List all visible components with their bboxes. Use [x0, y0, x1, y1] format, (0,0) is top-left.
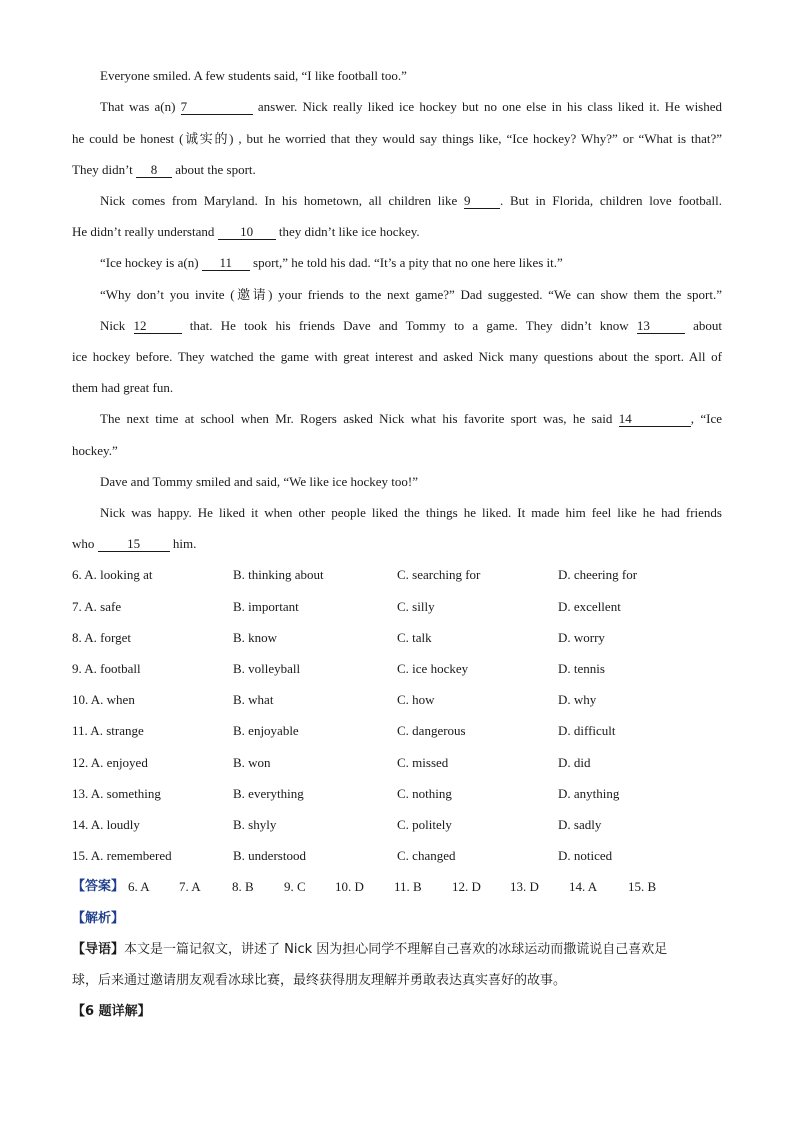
answer-label: 【答案】: [72, 879, 125, 894]
option-a: 8. A. forget: [72, 630, 131, 645]
option-d: D. tennis: [558, 661, 605, 676]
option-row: [72, 784, 732, 804]
blank-11: 11: [202, 255, 250, 271]
blank-10: 10: [218, 224, 276, 240]
answer-item: 15. B: [628, 879, 657, 894]
passage-paragraph: Everyone smiled. A few students said, “I like football too.”: [100, 68, 407, 83]
option-row: [72, 846, 732, 866]
passage-paragraph: Nick comes from Maryland. In his hometown, all children like 9 . But in Florida, children love football.: [100, 193, 722, 208]
intro-paragraph: 【导语】本文是一篇记叙文，讲述了 Nick 因为担心同学不理解自己喜欢的冰球运动而撒谎说自己喜欢足: [72, 942, 668, 957]
option-b: B. thinking about: [233, 567, 324, 582]
option-c: C. dangerous: [397, 723, 466, 738]
passage-line: he could be honest (诚实的) , but he worried that they would say things like, “Ice hockey? Why?” or “What is that?”: [72, 131, 722, 146]
blank-8: 8: [136, 162, 172, 178]
answer-item: 11. B: [394, 879, 422, 894]
answer-item: 9. C: [284, 879, 306, 894]
answer-item: 6. A: [128, 879, 150, 894]
blank-13: 13: [637, 318, 685, 334]
option-c: C. ice hockey: [397, 661, 469, 676]
passage-line: He didn’t really understand 10 they didn’t like ice hockey.: [72, 224, 420, 239]
passage-line: who 15 him.: [72, 536, 197, 551]
passage-paragraph: “Why don’t you invite (邀请) your friends to the next game?” Dad suggested. “We can show them the sport.”: [100, 287, 722, 302]
passage-line: hockey.”: [72, 443, 118, 458]
passage-paragraph: Nick was happy. He liked it when other people liked the things he liked. It made him feel like he had friends: [100, 505, 722, 520]
option-c: C. searching for: [397, 567, 481, 582]
option-a: 15. A. remembered: [72, 848, 172, 863]
option-c: C. changed: [397, 848, 456, 863]
option-row: [72, 628, 732, 648]
option-b: B. what: [233, 692, 274, 707]
answer-row: [72, 877, 732, 897]
option-d: D. excellent: [558, 599, 621, 614]
answer-item: 10. D: [335, 879, 364, 894]
passage-paragraph: That was a(n) 7 answer. Nick really liked ice hockey but no one else in his class liked it. He wished: [100, 99, 723, 114]
option-c: C. how: [397, 692, 435, 707]
blank-7: 7: [181, 99, 253, 115]
option-c: C. nothing: [397, 786, 452, 801]
answer-item: 13. D: [510, 879, 539, 894]
option-a: 6. A. looking at: [72, 567, 153, 582]
option-a: 9. A. football: [72, 661, 141, 676]
intro-label: 【导语】: [72, 942, 125, 957]
option-a: 10. A. when: [72, 692, 135, 707]
option-a: 14. A. loudly: [72, 817, 140, 832]
option-d: D. did: [558, 755, 591, 770]
option-b: B. know: [233, 630, 278, 645]
analysis-heading: 【解析】: [72, 911, 125, 926]
option-d: D. sadly: [558, 817, 602, 832]
option-d: D. cheering for: [558, 567, 638, 582]
answer-item: 8. B: [232, 879, 254, 894]
option-a: 11. A. strange: [72, 723, 144, 738]
option-d: D. anything: [558, 786, 620, 801]
option-b: B. understood: [233, 848, 306, 863]
option-b: B. everything: [233, 786, 304, 801]
option-c: C. talk: [397, 630, 432, 645]
option-b: B. shyly: [233, 817, 277, 832]
option-row: [72, 753, 732, 773]
detail-heading: 【6 题详解】: [72, 1004, 151, 1019]
option-c: C. politely: [397, 817, 452, 832]
option-a: 13. A. something: [72, 786, 161, 801]
option-a: 7. A. safe: [72, 599, 122, 614]
answer-item: 12. D: [452, 879, 481, 894]
option-c: C. silly: [397, 599, 435, 614]
blank-14: 14: [619, 411, 691, 427]
answer-item: 14. A: [569, 879, 598, 894]
option-row: [72, 659, 732, 679]
option-b: B. important: [233, 599, 299, 614]
blank-15: 15: [98, 536, 170, 552]
option-row: [72, 815, 732, 835]
option-row: [72, 597, 732, 617]
option-row: [72, 565, 732, 585]
option-row: [72, 690, 732, 710]
passage-paragraph: The next time at school when Mr. Rogers asked Nick what his favorite sport was, he said 14 , “Ice: [100, 411, 723, 426]
option-d: D. why: [558, 692, 597, 707]
option-d: D. difficult: [558, 723, 616, 738]
passage-paragraph: “Ice hockey is a(n) 11 sport,” he told his dad. “It’s a pity that no one here likes it.”: [100, 255, 563, 270]
option-d: D. worry: [558, 630, 605, 645]
passage-line: They didn’t 8 about the sport.: [72, 162, 256, 177]
passage-line: them had great fun.: [72, 380, 174, 395]
option-b: B. enjoyable: [233, 723, 299, 738]
passage-line: ice hockey before. They watched the game with great interest and asked Nick many questions about the sport. All of: [72, 349, 722, 364]
blank-9: 9: [464, 193, 500, 209]
intro-paragraph-line: 球，后来通过邀请朋友观看冰球比赛，最终获得朋友理解并勇敢表达真实喜好的故事。: [72, 973, 567, 988]
option-row: [72, 721, 732, 741]
answer-item: 7. A: [179, 879, 201, 894]
passage-paragraph: Nick 12 that. He took his friends Dave and Tommy to a game. They didn’t know 13 about: [100, 318, 723, 333]
option-c: C. missed: [397, 755, 449, 770]
passage-paragraph: Dave and Tommy smiled and said, “We like ice hockey too!”: [100, 474, 419, 489]
option-d: D. noticed: [558, 848, 613, 863]
option-a: 12. A. enjoyed: [72, 755, 148, 770]
blank-12: 12: [134, 318, 182, 334]
option-b: B. won: [233, 755, 271, 770]
option-b: B. volleyball: [233, 661, 301, 676]
